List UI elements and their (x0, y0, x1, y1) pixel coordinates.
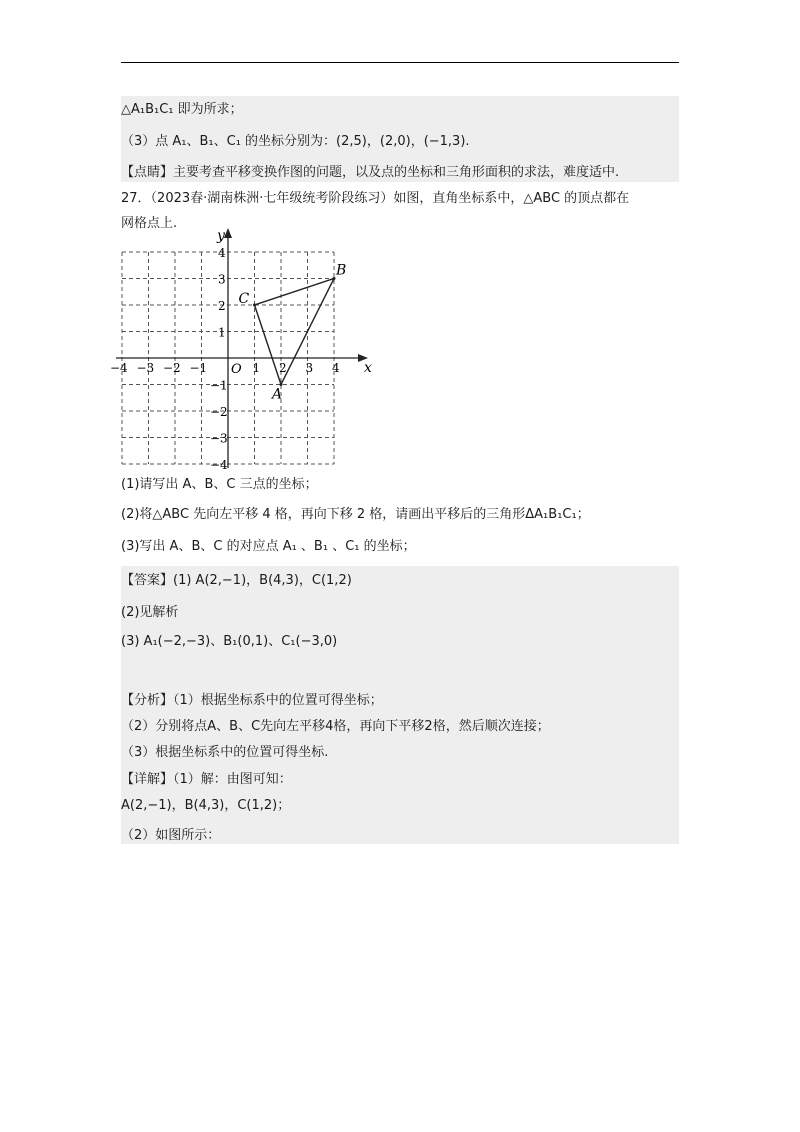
sub-question-2: (2)将△ABC 先向左平移 4 格，再向下移 2 格，请画出平移后的三角形ΔA₁B₁C₁； (121, 507, 590, 522)
x-tick-label: −2 (163, 361, 181, 375)
triangle-abc (252, 279, 335, 385)
detail-line-3: （2）如图所示： (121, 828, 221, 843)
x-tick-label: 1 (252, 361, 261, 375)
y-tick-label: −1 (210, 378, 228, 393)
x-tick-label: −1 (189, 361, 208, 375)
analysis-line-1: 【分析】（1）根据坐标系中的位置可得坐标； (121, 693, 383, 708)
question-stem-line-1: 27．（2023春·湖南株洲·七年级统考阶段练习）如图，直角坐标系中，△ABC 的顶点都在 (121, 191, 630, 206)
coordinate-grid-figure (110, 228, 382, 472)
x-tick-label: 2 (279, 361, 287, 375)
y-tick-label: −2 (210, 405, 228, 419)
answer-line-1: 【答案】(1) A(2,−1)，B(4,3)，C(1,2) (121, 573, 352, 588)
y-axis-arrow (224, 228, 232, 238)
prev-comment: 【点睛】主要考查平移变换作图的问题，以及点的坐标和三角形面积的求法，难度适中. (121, 165, 620, 180)
vertex-point-c (253, 304, 256, 307)
analysis-line-3: （3）根据坐标系中的位置可得坐标. (121, 745, 329, 760)
y-tick-label: 2 (218, 299, 226, 313)
y-tick-label: −3 (210, 431, 228, 446)
y-tick-label: −4 (210, 458, 228, 472)
y-axis-label: y (217, 228, 225, 244)
detail-line-2: A(2,−1)，B(4,3)，C(1,2)； (121, 798, 291, 813)
analysis-line-2: （2）分别将点A、B、C先向左平移4格，再向下平移2格，然后顺次连接； (121, 719, 550, 734)
y-tick-label: 1 (218, 325, 226, 340)
x-tick-label: 3 (305, 361, 314, 375)
y-tick-label: 3 (218, 272, 226, 287)
x-tick-label: −3 (136, 361, 155, 375)
detail-line-1: 【详解】（1）解：由图可知： (121, 772, 292, 787)
question-stem-line-2: 网格点上. (121, 216, 178, 231)
vertex-label-b: B (336, 262, 347, 279)
sub-question-3: (3)写出 A、B、C 的对应点 A₁ 、B₁ 、C₁ 的坐标； (121, 539, 416, 554)
x-tick-label: 4 (332, 361, 340, 375)
x-tick-label: −4 (110, 361, 128, 375)
vertex-label-c: C (238, 291, 250, 307)
prev-line-1: △A₁B₁C₁ 即为所求； (121, 102, 243, 117)
x-axis-label: x (364, 360, 372, 376)
y-tick-label: 4 (218, 246, 226, 260)
sub-question-1: (1)请写出 A、B、C 三点的坐标； (121, 477, 318, 492)
vertex-label-a: A (272, 386, 283, 403)
origin-label: O (231, 362, 242, 377)
prev-line-2: （3）点 A₁、B₁、C₁ 的坐标分别为：(2,5)，(2,0)，(−1,3). (121, 134, 470, 149)
header-rule (121, 62, 679, 63)
answer-line-2: (2)见解析 (121, 605, 179, 620)
answer-line-3: (3) A₁(−2,−3)、B₁(0,1)、C₁(−3,0) (121, 634, 338, 649)
